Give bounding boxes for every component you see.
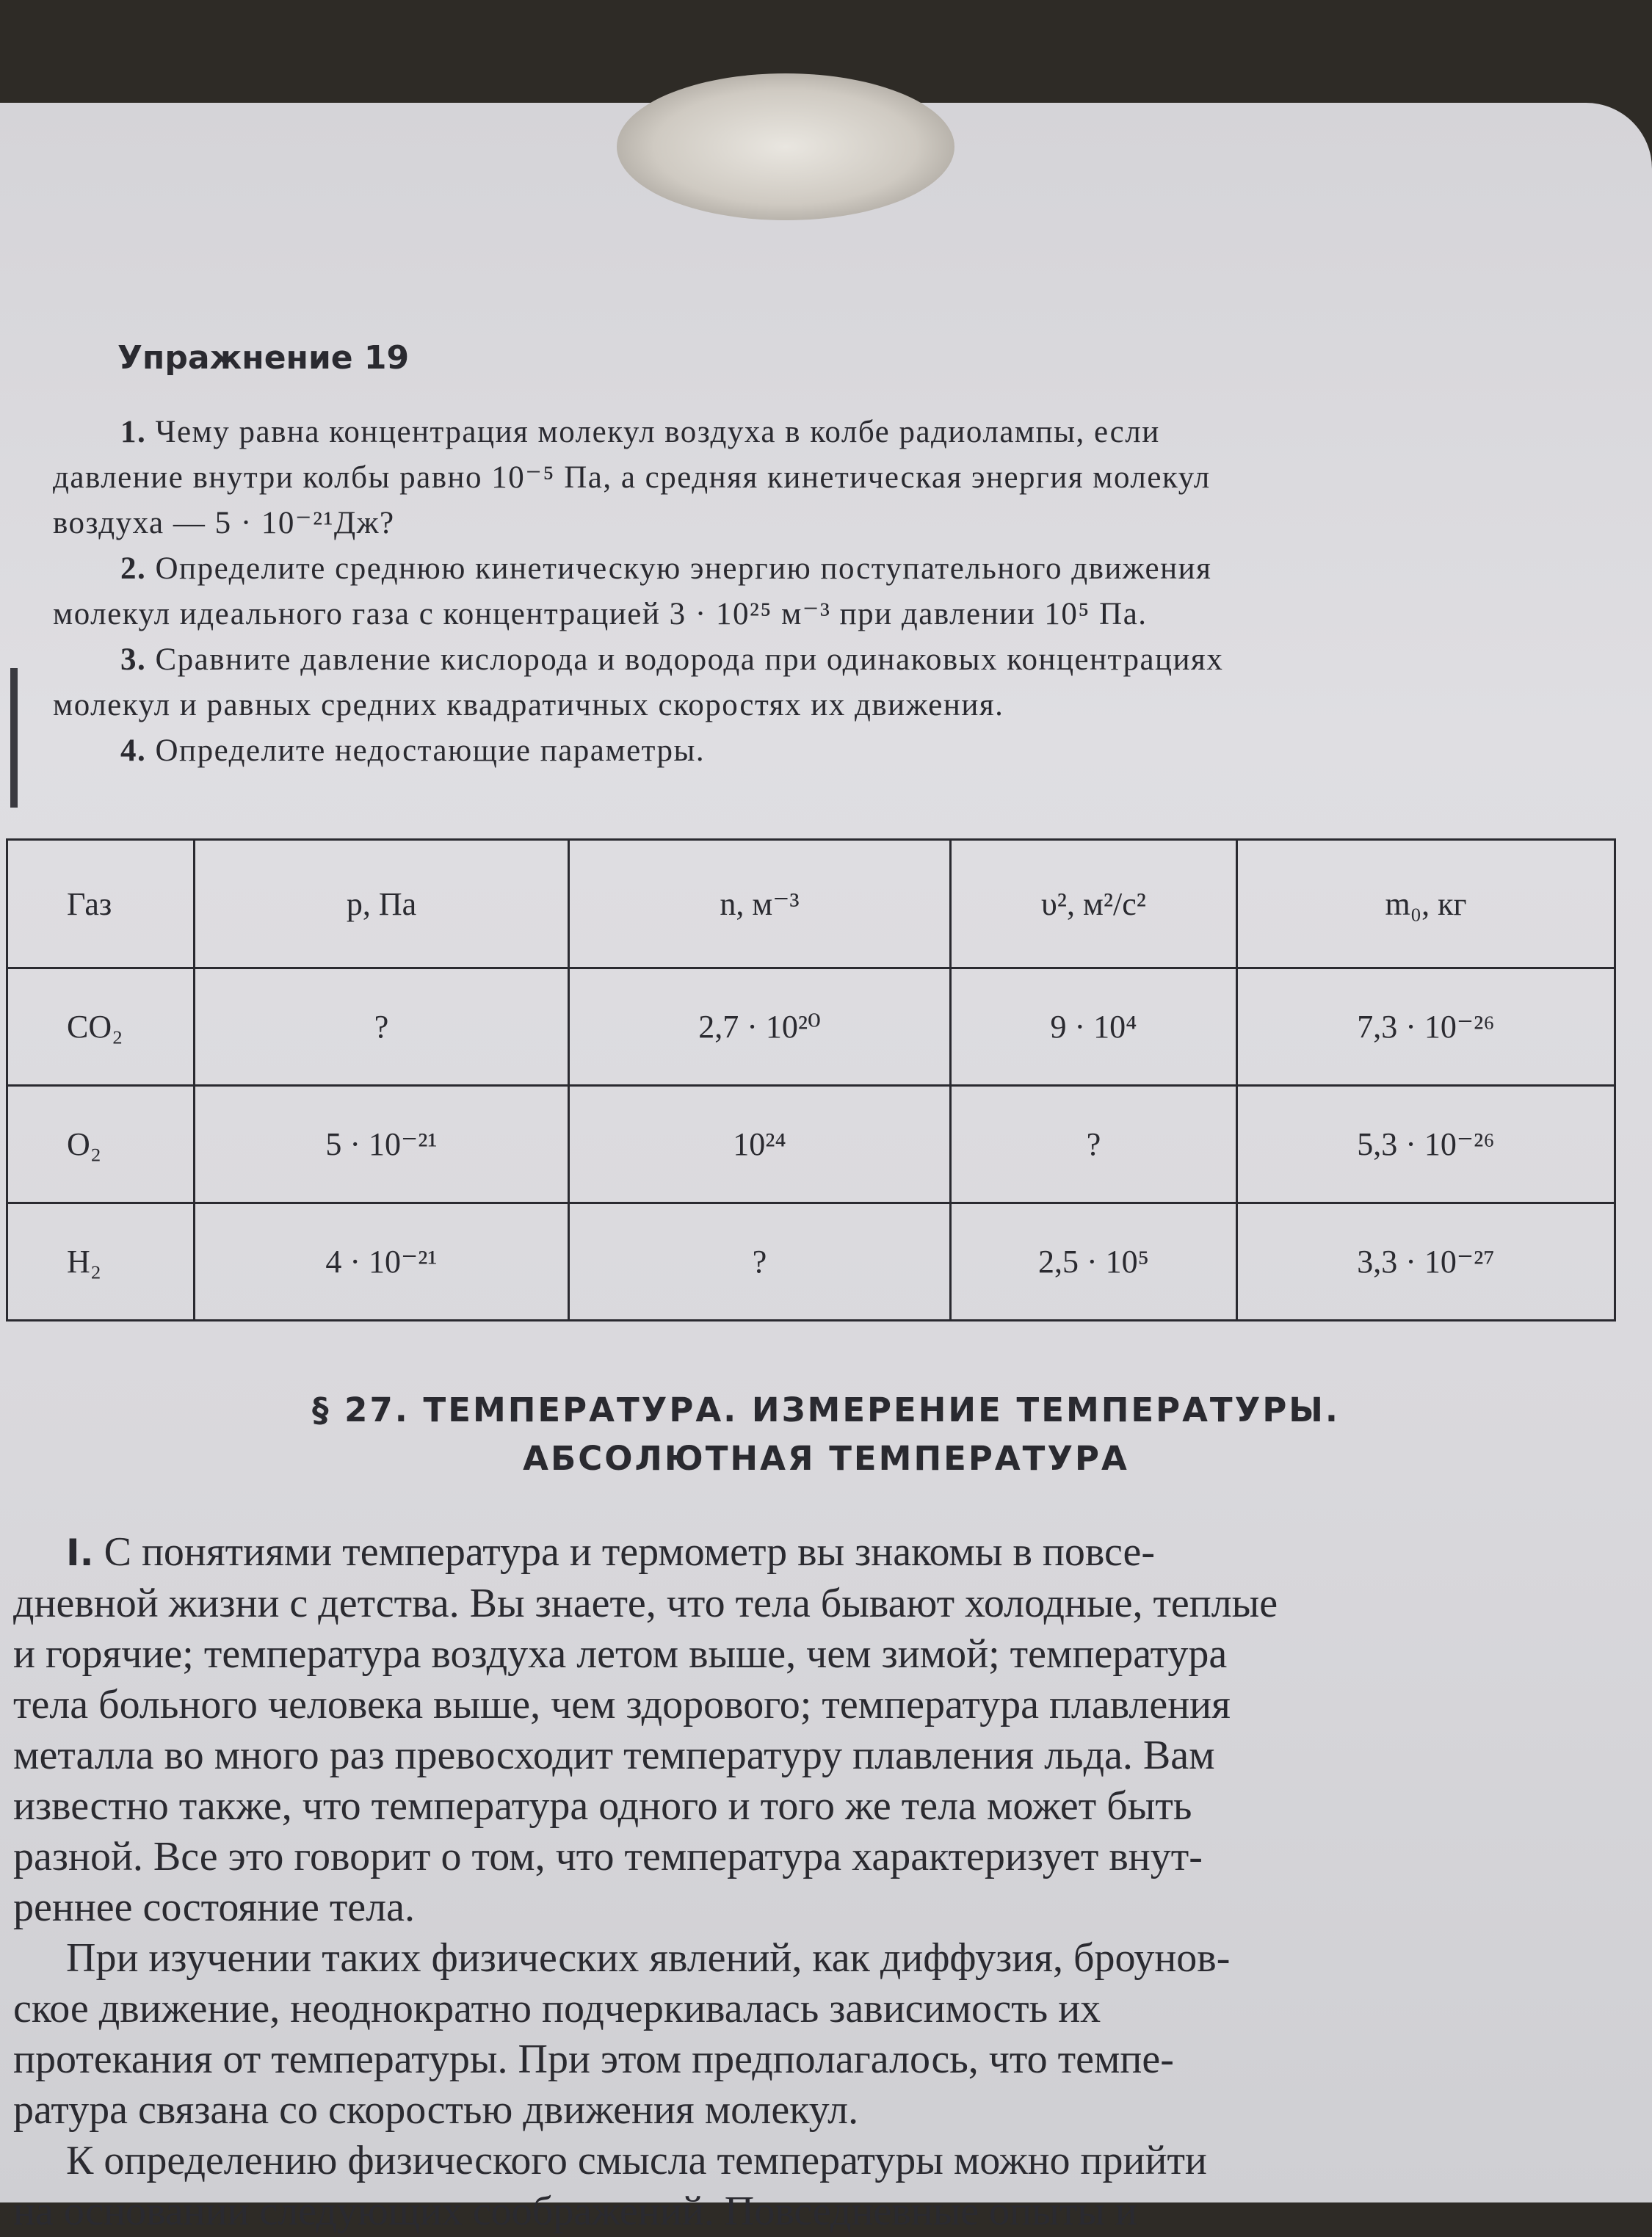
paragraph-line: К определению физического смысла температуры можно прийти bbox=[66, 2138, 1207, 2183]
cell-velocity-squared: 2,5 · 10⁵ bbox=[951, 1203, 1237, 1321]
gas-parameters-table bbox=[6, 838, 1616, 1321]
problem-line: Определите недостающие параметры. bbox=[155, 733, 706, 768]
paragraph-line: С понятиями температура и термометр вы знакомы в повсе- bbox=[104, 1529, 1156, 1575]
problem-number: 1. bbox=[120, 415, 147, 449]
section-heading bbox=[0, 1386, 1652, 1483]
paragraph-line: При изучении таких физических явлений, как диффузия, броунов- bbox=[66, 1935, 1231, 1981]
margin-marker-bar bbox=[10, 668, 18, 808]
cell-pressure: 4 · 10⁻²¹ bbox=[195, 1203, 569, 1321]
cell-pressure: ? bbox=[195, 968, 569, 1086]
cell-molecule-mass: 7,3 · 10⁻²⁶ bbox=[1237, 968, 1615, 1086]
paragraph-line: известно также, что температура одного и того же тела может быть bbox=[13, 1783, 1192, 1829]
header-molecule-mass: m₀, кг bbox=[1237, 840, 1615, 968]
cell-pressure: 5 · 10⁻²¹ bbox=[195, 1086, 569, 1203]
cell-molecule-mass: 5,3 · 10⁻²⁶ bbox=[1237, 1086, 1615, 1203]
roman-numeral: I. bbox=[66, 1531, 94, 1574]
paragraph bbox=[13, 1527, 1637, 1933]
problem-1 bbox=[53, 410, 1595, 546]
problem-line: Чему равна концентрация молекул воздуха в колбе радиолампы, если bbox=[155, 415, 1160, 449]
cell-molecule-mass: 3,3 · 10⁻²⁷ bbox=[1237, 1203, 1615, 1321]
cell-concentration: 2,7 · 10²⁰ bbox=[569, 968, 951, 1086]
paragraph-line: и горячие; температура воздуха летом выше, чем зимой; температура bbox=[13, 1631, 1228, 1677]
problem-line: Сравните давление кислорода и водорода при одинаковых концентрациях bbox=[155, 642, 1224, 677]
section-heading-line: § 27. ТЕМПЕРАТУРА. ИЗМЕРЕНИЕ ТЕМПЕРАТУРЫ. bbox=[311, 1391, 1341, 1429]
problem-2 bbox=[53, 546, 1595, 637]
white-object-blur bbox=[617, 73, 954, 220]
cell-velocity-squared: 9 · 10⁴ bbox=[951, 968, 1237, 1086]
problem-number: 2. bbox=[120, 551, 147, 586]
section-body bbox=[13, 1527, 1637, 2237]
problem-number: 3. bbox=[120, 642, 147, 677]
paragraph-line: металла во много раз превосходит температуру плавления льда. Вам bbox=[13, 1733, 1215, 1778]
paragraph bbox=[13, 1933, 1637, 2136]
cell-gas: CO₂ bbox=[7, 968, 195, 1086]
problem-line: молекул и равных средних квадратичных скоростях их движения. bbox=[53, 688, 1004, 722]
cell-velocity-squared: ? bbox=[951, 1086, 1237, 1203]
cell-concentration: ? bbox=[569, 1203, 951, 1321]
problem-line: Определите среднюю кинетическую энергию поступательного движения bbox=[155, 551, 1212, 586]
paragraph bbox=[13, 2136, 1637, 2237]
header-velocity-squared: υ², м²/с² bbox=[951, 840, 1237, 968]
table-header-row bbox=[7, 840, 1615, 968]
table-row bbox=[7, 1086, 1615, 1203]
paragraph-line: тела больного человека выше, чем здорового; температура плавления bbox=[13, 1682, 1231, 1727]
paragraph-line: дневной жизни с детства. Вы знаете, что тела бывают холодные, теплые bbox=[13, 1581, 1278, 1626]
book-page bbox=[0, 103, 1652, 2234]
cell-concentration: 10²⁴ bbox=[569, 1086, 951, 1203]
paragraph-line: протекания от температуры. При этом предполагалось, что темпе- bbox=[13, 2037, 1174, 2082]
problem-3 bbox=[53, 637, 1595, 728]
problem-line: давление внутри колбы равно 10⁻⁵ Па, а средняя кинетическая энергия молекул bbox=[53, 460, 1211, 495]
table-row bbox=[7, 968, 1615, 1086]
problem-4 bbox=[53, 728, 1595, 774]
header-gas: Газ bbox=[7, 840, 195, 968]
exercise-problems bbox=[53, 410, 1595, 774]
paragraph-line: на основании следующих соображений. Повседневные опыты и bbox=[13, 2189, 1137, 2234]
cell-gas: H₂ bbox=[7, 1203, 195, 1321]
paragraph-line: ратура связана со скоростью движения молекул. bbox=[13, 2087, 859, 2133]
table-row bbox=[7, 1203, 1615, 1321]
problem-line: воздуха — 5 · 10⁻²¹Дж? bbox=[53, 506, 395, 540]
problem-line: молекул идеального газа с концентрацией 3 · 10²⁵ м⁻³ при давлении 10⁵ Па. bbox=[53, 597, 1148, 631]
exercise-title: Упражнение 19 bbox=[117, 339, 410, 377]
paragraph-line: ское движение, неоднократно подчеркивалась зависимость их bbox=[13, 1986, 1101, 2031]
paragraph-line: реннее состояние тела. bbox=[13, 1885, 415, 1930]
header-concentration: n, м⁻³ bbox=[569, 840, 951, 968]
header-pressure: p, Па bbox=[195, 840, 569, 968]
section-heading-line: АБСОЛЮТНАЯ ТЕМПЕРАТУРА bbox=[523, 1439, 1129, 1478]
cell-gas: O₂ bbox=[7, 1086, 195, 1203]
problem-number: 4. bbox=[120, 733, 147, 768]
paragraph-line: разной. Все это говорит о том, что температура характеризует внут- bbox=[13, 1834, 1203, 1879]
